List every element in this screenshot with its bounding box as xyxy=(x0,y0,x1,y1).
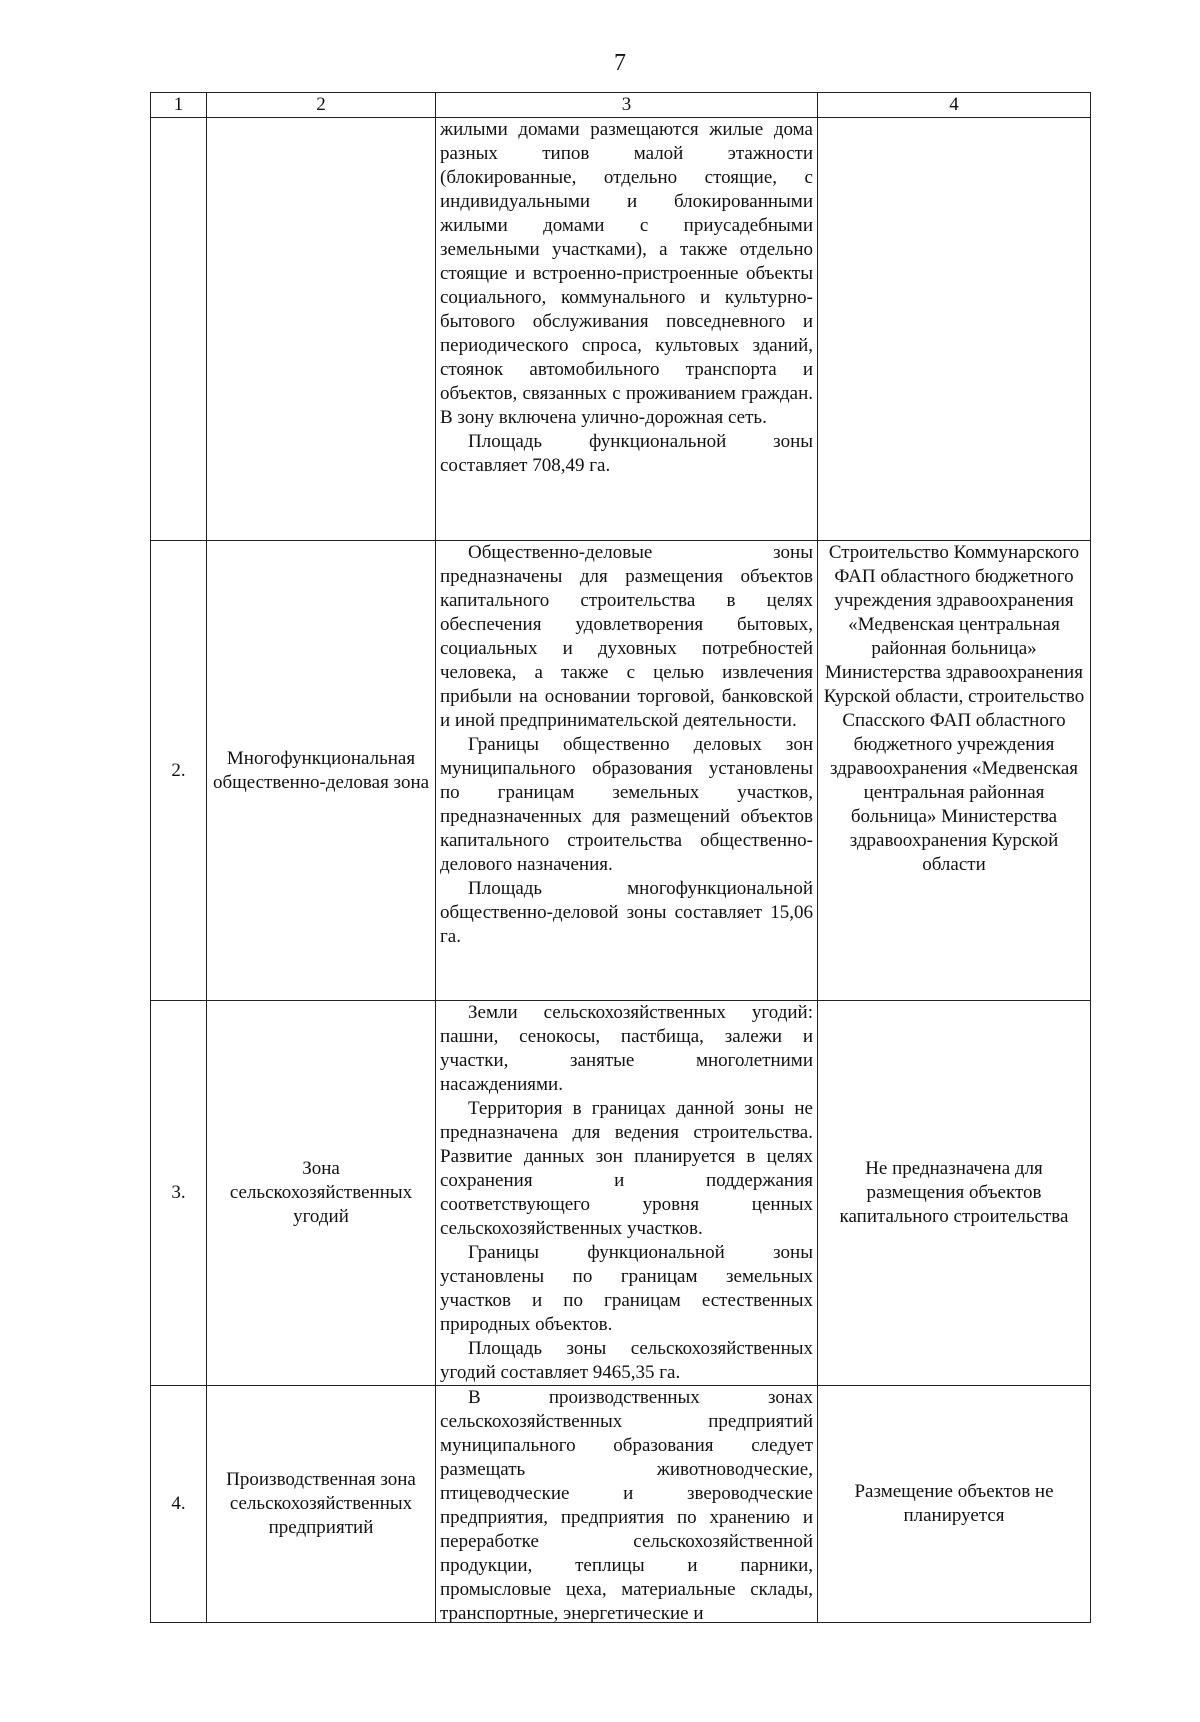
description-paragraph: Общественно-деловые зоны предназначены для размещения объектов капитального строительства в целях обеспечения удовлетворения бытовых, социальных и духовных потребностей человека, а также с целью извлечения прибыли на основании торговой, банковской и иной предпринимательской деятельности. xyxy=(440,542,813,731)
zone-name: Зона сельскохозяйственных угодий xyxy=(207,1001,436,1386)
zones-table xyxy=(150,92,1091,1623)
zone-name xyxy=(207,118,436,541)
planned-objects: Не предназначена для размещения объектов капитального строительства xyxy=(818,1001,1091,1386)
zone-description xyxy=(436,541,818,1001)
page-number: 7 xyxy=(614,50,626,76)
header-col-2: 2 xyxy=(207,93,436,118)
table-row xyxy=(151,541,1091,1001)
table-row xyxy=(151,1386,1091,1623)
zone-description xyxy=(436,118,818,541)
header-col-4: 4 xyxy=(818,93,1091,118)
description-paragraph: Земли сельскохозяйственных угодий: пашни, сенокосы, пастбища, залежи и участки, занятые многолетними насаждениями. xyxy=(440,1002,813,1095)
description-paragraph: Площадь многофункциональной общественно-деловой зоны составляет 15,06 га. xyxy=(440,878,813,947)
table-row xyxy=(151,1001,1091,1386)
row-number: 4. xyxy=(151,1386,207,1623)
description-paragraph: Площадь зоны сельскохозяйственных угодий составляет 9465,35 га. xyxy=(440,1338,813,1383)
description-paragraph: Границы общественно деловых зон муниципального образования установлены по границам земельных участков, предназначенных для размещений объектов капитального строительства общественно-делового назначения. xyxy=(440,734,813,875)
description-paragraph: В производственных зонах сельскохозяйственных предприятий муниципального образования следует размещать животноводческие, птицеводческие и звероводческие предприятия, предприятия по хранению и переработке сельскохозяйственной продукции, теплицы и парники, промысловые цеха, материальные склады, транспортные, энергетические и xyxy=(440,1387,813,1622)
row-number xyxy=(151,118,207,541)
header-col-3: 3 xyxy=(436,93,818,118)
zone-description xyxy=(436,1001,818,1386)
description-paragraph: Территория в границах данной зоны не предназначена для ведения строительства. Развитие данных зон планируется в целях сохранения и поддержания соответствующего уровня ценных сельскохозяйственных участков. xyxy=(440,1098,813,1239)
header-row xyxy=(151,93,1091,118)
description-paragraph: жилыми домами размещаются жилые дома разных типов малой этажности (блокированные, отдельно стоящие, с индивидуальными и блокированными жилыми домами с приусадебными земельными участками), а также отдельно стоящие и встроенно-пристроенные объекты социального, коммунального и культурно-бытового обслуживания повседневного и периодического спроса, культовых зданий, стоянок автомобильного транспорта и объектов, связанных с проживанием граждан. В зону включена улично-дорожная сеть. xyxy=(440,119,813,428)
description-paragraph: Границы функциональной зоны установлены по границам земельных участков и по границам естественных природных объектов. xyxy=(440,1242,813,1335)
table-row xyxy=(151,118,1091,541)
planned-objects: Строительство Коммунарского ФАП областного бюджетного учреждения здравоохранения «Медвенская центральная районная больница» Министерства здравоохранения Курской области, строительство Спасского ФАП областного бюджетного учреждения здравоохранения «Медвенская центральная районная больница» Министерства здравоохранения Курской области xyxy=(818,541,1091,1001)
zone-description xyxy=(436,1386,818,1623)
row-number: 2. xyxy=(151,541,207,1001)
row-number: 3. xyxy=(151,1001,207,1386)
planned-objects: Размещение объектов не планируется xyxy=(818,1386,1091,1623)
header-col-1: 1 xyxy=(151,93,207,118)
zone-name: Многофункциональная общественно-деловая зона xyxy=(207,541,436,1001)
planned-objects xyxy=(818,118,1091,541)
description-paragraph: Площадь функциональной зоны составляет 708,49 га. xyxy=(440,431,813,476)
zone-name: Производственная зона сельскохозяйственных предприятий xyxy=(207,1386,436,1623)
